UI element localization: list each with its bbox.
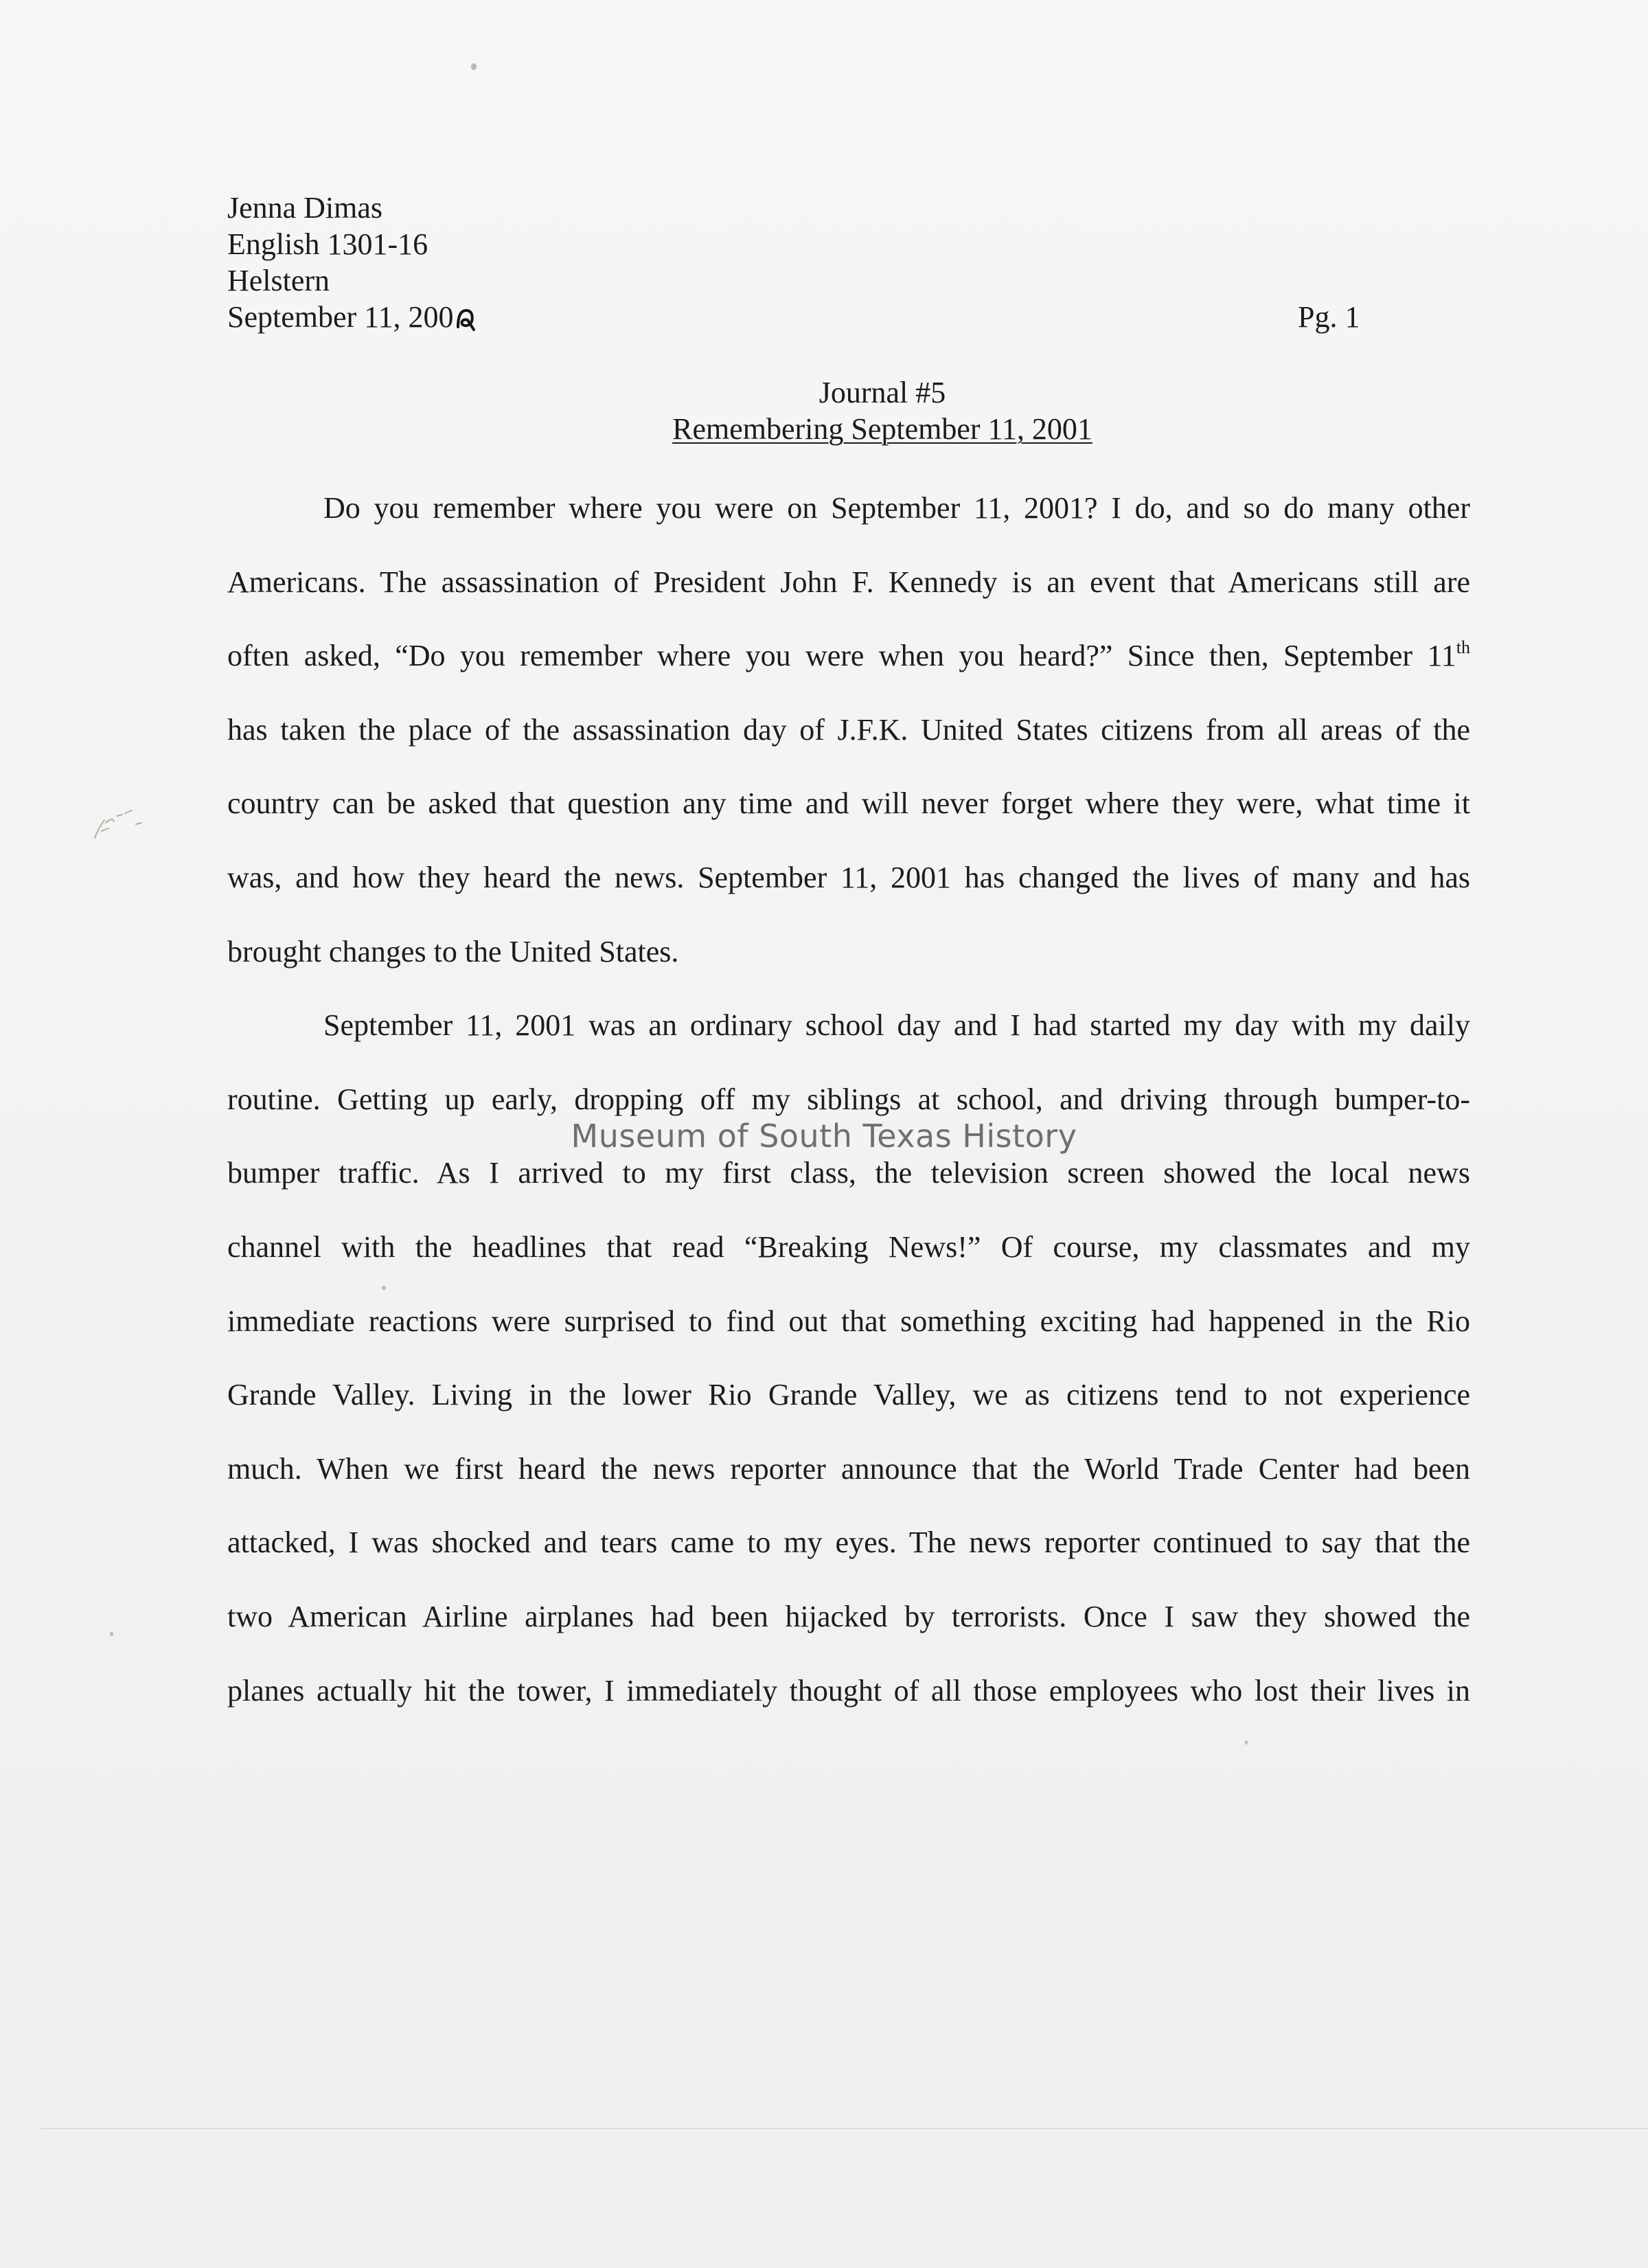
museum-watermark: Museum of South Texas History (571, 1118, 1077, 1155)
body-line: bumper traffic. As I arrived to my first class, the television screen showed the local news (227, 1156, 1470, 1190)
body-line: Do you remember where you were on September 11, 2001? I do, and so do many other (323, 491, 1470, 525)
body-line: routine. Getting up early, dropping off my siblings at school, and driving through bumper-to- (227, 1082, 1470, 1116)
paper-bottom-edge (41, 2128, 1648, 2129)
body-line: channel with the headlines that read “Breaking News!” Of course, my classmates and my (227, 1229, 1470, 1264)
body-line: brought changes to the United States. (227, 934, 679, 968)
title-block (0, 374, 1648, 447)
handwritten-correction-mark (455, 306, 476, 331)
body-line: was, and how they heard the news. September 11, 2001 has changed the lives of many and has (227, 860, 1470, 894)
body-line: Grande Valley. Living in the lower Rio Grande Valley, we as citizens tend to not experience (227, 1378, 1470, 1412)
body-line: planes actually hit the tower, I immediately thought of all those employees who lost their lives in (227, 1673, 1470, 1708)
body-line: often asked, “Do you remember where you were when you heard?” Since then, September 11th (227, 637, 1470, 673)
page-number: Pg. 1 (1298, 300, 1360, 334)
paper-speck (382, 1286, 386, 1290)
body-line: September 11, 2001 was an ordinary school day and I had started my day with my daily (323, 1008, 1470, 1043)
header-block (227, 190, 476, 335)
paper-speck (110, 1632, 113, 1636)
author-name: Jenna Dimas (227, 191, 383, 225)
course-name: English 1301-16 (227, 227, 428, 261)
paper-speck (1245, 1740, 1248, 1745)
body-line: two American Airline airplanes had been hijacked by terrorists. Once I saw they showed the (227, 1599, 1470, 1633)
journal-title: Journal #5 (819, 376, 946, 409)
essay-subtitle: Remembering September 11, 2001 (672, 412, 1092, 446)
date-text: September 11, 200 (227, 300, 454, 334)
body-line: Americans. The assassination of President John F. Kennedy is an event that Americans still are (227, 565, 1470, 599)
body-line: immediate reactions were surprised to find out that something exciting had happened in the Rio (227, 1304, 1470, 1338)
date-line (227, 299, 476, 335)
margin-scribble-mark (81, 797, 157, 845)
body-line: much. When we first heard the news reporter announce that the World Trade Center had been (227, 1451, 1470, 1486)
paper-speck (471, 63, 477, 70)
body-line: has taken the place of the assassination day of J.F.K. United States citizens from all areas of the (227, 712, 1470, 747)
superscript: th (1456, 637, 1470, 658)
body-line: country can be asked that question any time and will never forget where they were, what time it (227, 786, 1470, 821)
body-line: attacked, I was shocked and tears came to my eyes. The news reporter continued to say that the (227, 1526, 1470, 1560)
instructor-name: Helstern (227, 264, 330, 297)
